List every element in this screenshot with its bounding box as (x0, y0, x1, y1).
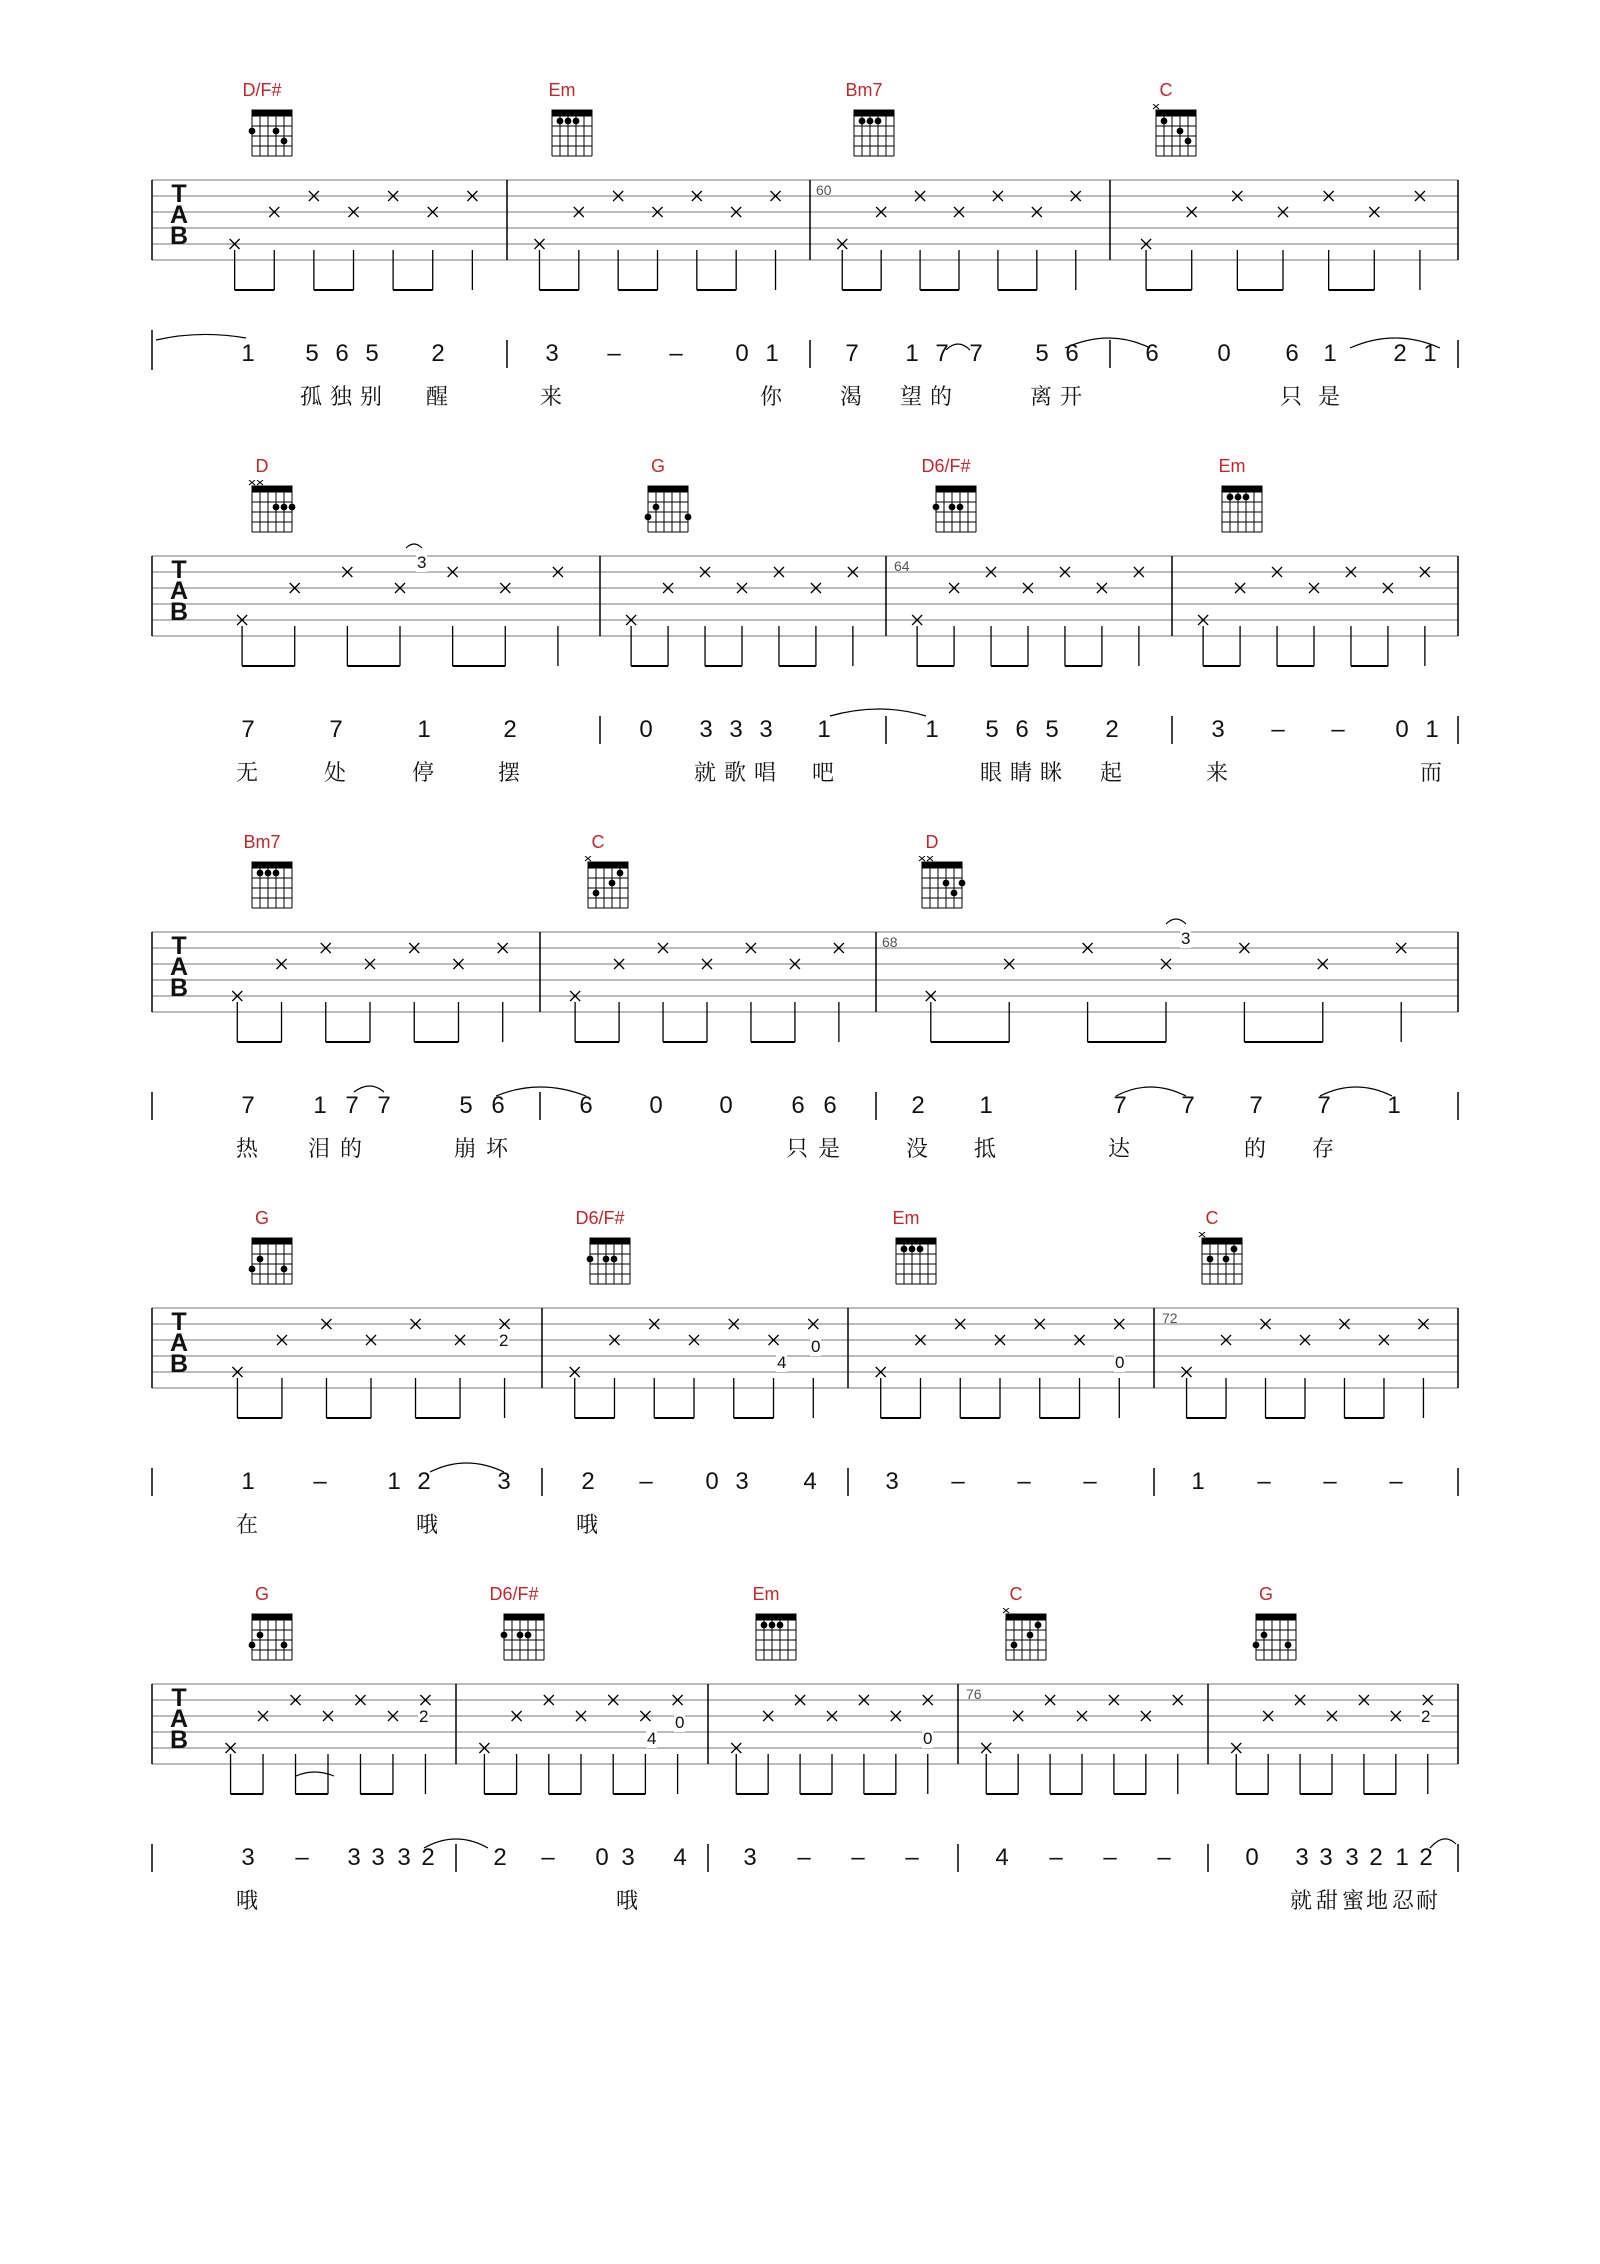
chord-name: D (255, 456, 269, 476)
lyric-char: 哦 (415, 1513, 438, 1538)
jianpu-dash: – (1271, 716, 1285, 743)
chord-diagram (926, 480, 986, 540)
jianpu-note: 3 (743, 1844, 757, 1871)
measure-number: 72 (1162, 1310, 1178, 1326)
jianpu-note: 3 (241, 1844, 255, 1871)
lyric-char: 孤 (299, 385, 322, 410)
lyric-char: 就 (693, 761, 716, 786)
tab-clef: T A B (169, 1684, 189, 1754)
chord-name: D6/F# (575, 1208, 625, 1228)
chord-name: G (650, 456, 665, 476)
jianpu-note: 2 (493, 1844, 507, 1871)
jianpu-note: 3 (729, 716, 743, 743)
jianpu-note: 6 (791, 1092, 805, 1119)
tab-staff (0, 1504, 1600, 1874)
lyric-char: 开 (1059, 385, 1082, 410)
lyric-char: 睛 (1009, 761, 1032, 786)
lyric-char: 抵 (973, 1137, 996, 1162)
chord-name: D6/F# (489, 1584, 539, 1604)
system-3 (0, 752, 1600, 1162)
lyric-char: 醒 (425, 385, 448, 410)
jianpu-dash: – (607, 340, 621, 367)
fret-number: 0 (675, 1713, 685, 1732)
jianpu-note: 0 (649, 1092, 663, 1119)
chord-name: C (1009, 1584, 1023, 1604)
jianpu-note: 2 (1369, 1844, 1383, 1871)
jianpu-dash: – (1083, 1468, 1097, 1495)
chord-name: D/F# (242, 80, 282, 100)
lyric-char: 独 (329, 385, 352, 410)
jianpu-note: 0 (595, 1844, 609, 1871)
jianpu-dash: – (669, 340, 683, 367)
tab-clef: T A B (169, 932, 189, 1002)
jianpu-note: 3 (397, 1844, 411, 1871)
chord-diagram (242, 1608, 302, 1668)
jianpu-note: 4 (803, 1468, 817, 1495)
fret-number: 2 (419, 1707, 429, 1726)
chord-diagram (242, 1232, 302, 1292)
jianpu-dash: – (851, 1844, 865, 1871)
lyric-char: 耐 (1415, 1889, 1438, 1914)
chord-name: Em (752, 1584, 780, 1604)
jianpu-note: 3 (371, 1844, 385, 1871)
jianpu-note: 6 (1145, 340, 1159, 367)
jianpu-dash: – (797, 1844, 811, 1871)
jianpu-note: 5 (459, 1092, 473, 1119)
lyric-char: 的 (1243, 1137, 1266, 1162)
jianpu-note: 3 (621, 1844, 635, 1871)
chord-name: D6/F# (921, 456, 971, 476)
lyric-char: 忍 (1391, 1889, 1414, 1914)
jianpu-note: 0 (705, 1468, 719, 1495)
jianpu-note: 7 (241, 716, 255, 743)
tab-staff (0, 752, 1600, 1122)
jianpu-note: 7 (1181, 1092, 1195, 1119)
tab-staff (0, 1128, 1600, 1498)
jianpu-note: 7 (329, 716, 343, 743)
jianpu-dash: – (1017, 1468, 1031, 1495)
system-5 (0, 1504, 1600, 1914)
jianpu-note: 1 (241, 1468, 255, 1495)
jianpu-note: 3 (1319, 1844, 1333, 1871)
fret-number: 2 (499, 1331, 509, 1350)
lyric-char: 坏 (485, 1137, 508, 1162)
measure-number: 76 (966, 1686, 982, 1702)
chord-diagram (242, 104, 302, 164)
lyric-char: 唱 (753, 761, 776, 786)
lyric-char: 别 (359, 385, 382, 410)
jianpu-note: 3 (735, 1468, 749, 1495)
jianpu-dash: – (295, 1844, 309, 1871)
chord-diagram (242, 480, 302, 540)
chord-name: G (254, 1208, 269, 1228)
jianpu-note: 0 (1245, 1844, 1259, 1871)
fret-number: 2 (1421, 1707, 1431, 1726)
lyric-char: 吧 (811, 761, 834, 786)
chord-name: G (254, 1584, 269, 1604)
jianpu-note: 7 (845, 340, 859, 367)
system-4 (0, 1128, 1600, 1538)
jianpu-dash: – (639, 1468, 653, 1495)
jianpu-note: 7 (1249, 1092, 1263, 1119)
jianpu-dash: – (905, 1844, 919, 1871)
chord-diagram (912, 856, 972, 916)
jianpu-note: 2 (911, 1092, 925, 1119)
chord-name: C (1159, 80, 1173, 100)
jianpu-note: 5 (1035, 340, 1049, 367)
measure-number: 60 (816, 182, 832, 198)
chord-name: Em (1218, 456, 1246, 476)
lyric-char: 歌 (723, 761, 746, 786)
lyric-char: 地 (1365, 1889, 1388, 1914)
jianpu-dash: – (541, 1844, 555, 1871)
jianpu-note: 7 (241, 1092, 255, 1119)
tab-clef: T A B (169, 1308, 189, 1378)
fret-number: 4 (777, 1353, 787, 1372)
jianpu-note: 1 (1425, 716, 1439, 743)
jianpu-note: 2 (1419, 1844, 1433, 1871)
jianpu-note: 1 (765, 340, 779, 367)
lyric-char: 蜜 (1341, 1889, 1364, 1914)
lyric-char: 在 (235, 1513, 258, 1538)
jianpu-note: 1 (979, 1092, 993, 1119)
lyric-char: 停 (411, 761, 434, 786)
jianpu-note: 5 (985, 716, 999, 743)
lyric-char: 来 (539, 385, 562, 410)
jianpu-note: 3 (759, 716, 773, 743)
lyric-char: 热 (235, 1137, 258, 1162)
chord-name: C (591, 832, 605, 852)
jianpu-note: 1 (417, 716, 431, 743)
lyric-char: 泪 (307, 1137, 330, 1162)
lyric-char: 离 (1029, 385, 1052, 410)
chord-diagram (242, 856, 302, 916)
jianpu-dash: – (1103, 1844, 1117, 1871)
measure-number: 64 (894, 558, 910, 574)
jianpu-note: 2 (421, 1844, 435, 1871)
lyric-char: 的 (339, 1137, 362, 1162)
lyric-char: 起 (1099, 761, 1122, 786)
jianpu-note: 1 (1387, 1092, 1401, 1119)
jianpu-note: 3 (1211, 716, 1225, 743)
fret-number: 0 (1115, 1353, 1125, 1372)
lyric-char: 无 (235, 761, 258, 786)
jianpu-note: 6 (491, 1092, 505, 1119)
jianpu-note: 6 (335, 340, 349, 367)
lyric-char: 来 (1205, 761, 1228, 786)
chord-diagram (996, 1608, 1056, 1668)
lyric-char: 的 (929, 385, 952, 410)
jianpu-note: 0 (639, 716, 653, 743)
fret-number: 0 (811, 1337, 821, 1356)
jianpu-note: 1 (1191, 1468, 1205, 1495)
chord-diagram (578, 856, 638, 916)
chord-diagram (746, 1608, 806, 1668)
measure-number: 68 (882, 934, 898, 950)
chord-name: Em (548, 80, 576, 100)
lyric-char: 没 (905, 1137, 928, 1162)
jianpu-note: 3 (347, 1844, 361, 1871)
lyric-char: 哦 (575, 1513, 598, 1538)
lyric-char: 处 (323, 761, 346, 786)
jianpu-dash: – (1157, 1844, 1171, 1871)
lyric-char: 甜 (1315, 1889, 1338, 1914)
lyric-char: 你 (759, 385, 782, 410)
tab-staff (0, 376, 1600, 746)
jianpu-note: 7 (1317, 1092, 1331, 1119)
jianpu-note: 3 (1345, 1844, 1359, 1871)
fret-number: 4 (647, 1729, 657, 1748)
jianpu-note: 4 (673, 1844, 687, 1871)
lyric-char: 是 (817, 1137, 840, 1162)
jianpu-note: 1 (817, 716, 831, 743)
jianpu-note: 6 (1285, 340, 1299, 367)
jianpu-note: 7 (935, 340, 949, 367)
jianpu-note: 1 (905, 340, 919, 367)
jianpu-note: 0 (719, 1092, 733, 1119)
jianpu-dash: – (1331, 716, 1345, 743)
jianpu-dash: – (951, 1468, 965, 1495)
system-2 (0, 376, 1600, 786)
lyric-char: 只 (785, 1137, 808, 1162)
jianpu-note: 6 (579, 1092, 593, 1119)
jianpu-note: 2 (1393, 340, 1407, 367)
lyric-char: 只 (1279, 385, 1302, 410)
jianpu-note: 3 (545, 340, 559, 367)
lyric-char: 达 (1107, 1137, 1130, 1162)
jianpu-dash: – (1257, 1468, 1271, 1495)
lyric-char: 摆 (497, 761, 520, 786)
chord-diagram (844, 104, 904, 164)
jianpu-note: 4 (995, 1844, 1009, 1871)
jianpu-note: 1 (1395, 1844, 1409, 1871)
chord-name: Bm7 (243, 832, 281, 852)
tab-clef: T A B (169, 556, 189, 626)
jianpu-note: 1 (925, 716, 939, 743)
jianpu-note: 7 (377, 1092, 391, 1119)
system-1 (0, 0, 1600, 410)
jianpu-note: 2 (581, 1468, 595, 1495)
jianpu-dash: – (1323, 1468, 1337, 1495)
jianpu-note: 2 (417, 1468, 431, 1495)
lyric-char: 眼 (979, 761, 1002, 786)
jianpu-note: 0 (1395, 716, 1409, 743)
lyric-char: 存 (1311, 1137, 1334, 1162)
chord-diagram (1146, 104, 1206, 164)
jianpu-note: 1 (313, 1092, 327, 1119)
jianpu-note: 5 (365, 340, 379, 367)
chord-name: Em (892, 1208, 920, 1228)
lyric-char: 渴 (839, 385, 862, 410)
jianpu-note: 5 (305, 340, 319, 367)
chord-diagram (494, 1608, 554, 1668)
jianpu-note: 1 (241, 340, 255, 367)
lyric-char: 而 (1419, 761, 1442, 786)
jianpu-note: 6 (1015, 716, 1029, 743)
jianpu-note: 2 (503, 716, 517, 743)
jianpu-note: 3 (885, 1468, 899, 1495)
fret-number: 3 (417, 553, 427, 572)
lyric-char: 哦 (615, 1889, 638, 1914)
jianpu-note: 1 (1423, 340, 1437, 367)
jianpu-note: 2 (1105, 716, 1119, 743)
jianpu-note: 7 (345, 1092, 359, 1119)
jianpu-note: 5 (1045, 716, 1059, 743)
chord-diagram (580, 1232, 640, 1292)
jianpu-note: 3 (497, 1468, 511, 1495)
jianpu-note: 6 (1065, 340, 1079, 367)
jianpu-dash: – (1389, 1468, 1403, 1495)
chord-diagram (886, 1232, 946, 1292)
fret-number: 3 (1181, 929, 1191, 948)
chord-diagram (1212, 480, 1272, 540)
jianpu-note: 0 (1217, 340, 1231, 367)
jianpu-note: 3 (699, 716, 713, 743)
lyric-char: 望 (899, 385, 922, 410)
jianpu-dash: – (1049, 1844, 1063, 1871)
jianpu-note: 1 (1323, 340, 1337, 367)
chord-diagram (638, 480, 698, 540)
chord-name: G (1258, 1584, 1273, 1604)
chord-diagram (542, 104, 602, 164)
tab-staff (0, 0, 1600, 370)
jianpu-note: 7 (969, 340, 983, 367)
jianpu-note: 7 (1113, 1092, 1127, 1119)
lyric-char: 是 (1317, 385, 1340, 410)
tab-clef: T A B (169, 180, 189, 250)
jianpu-note: 2 (431, 340, 445, 367)
lyric-char: 就 (1289, 1889, 1312, 1914)
lyric-char: 哦 (235, 1889, 258, 1914)
jianpu-note: 6 (823, 1092, 837, 1119)
lyric-char: 眯 (1039, 761, 1062, 786)
fret-number: 0 (923, 1729, 933, 1748)
chord-diagram (1246, 1608, 1306, 1668)
jianpu-note: 0 (735, 340, 749, 367)
chord-name: Bm7 (845, 80, 883, 100)
jianpu-note: 1 (387, 1468, 401, 1495)
lyric-char: 崩 (453, 1137, 476, 1162)
jianpu-note: 3 (1295, 1844, 1309, 1871)
chord-diagram (1192, 1232, 1252, 1292)
jianpu-dash: – (313, 1468, 327, 1495)
chord-name: D (925, 832, 939, 852)
chord-name: C (1205, 1208, 1219, 1228)
